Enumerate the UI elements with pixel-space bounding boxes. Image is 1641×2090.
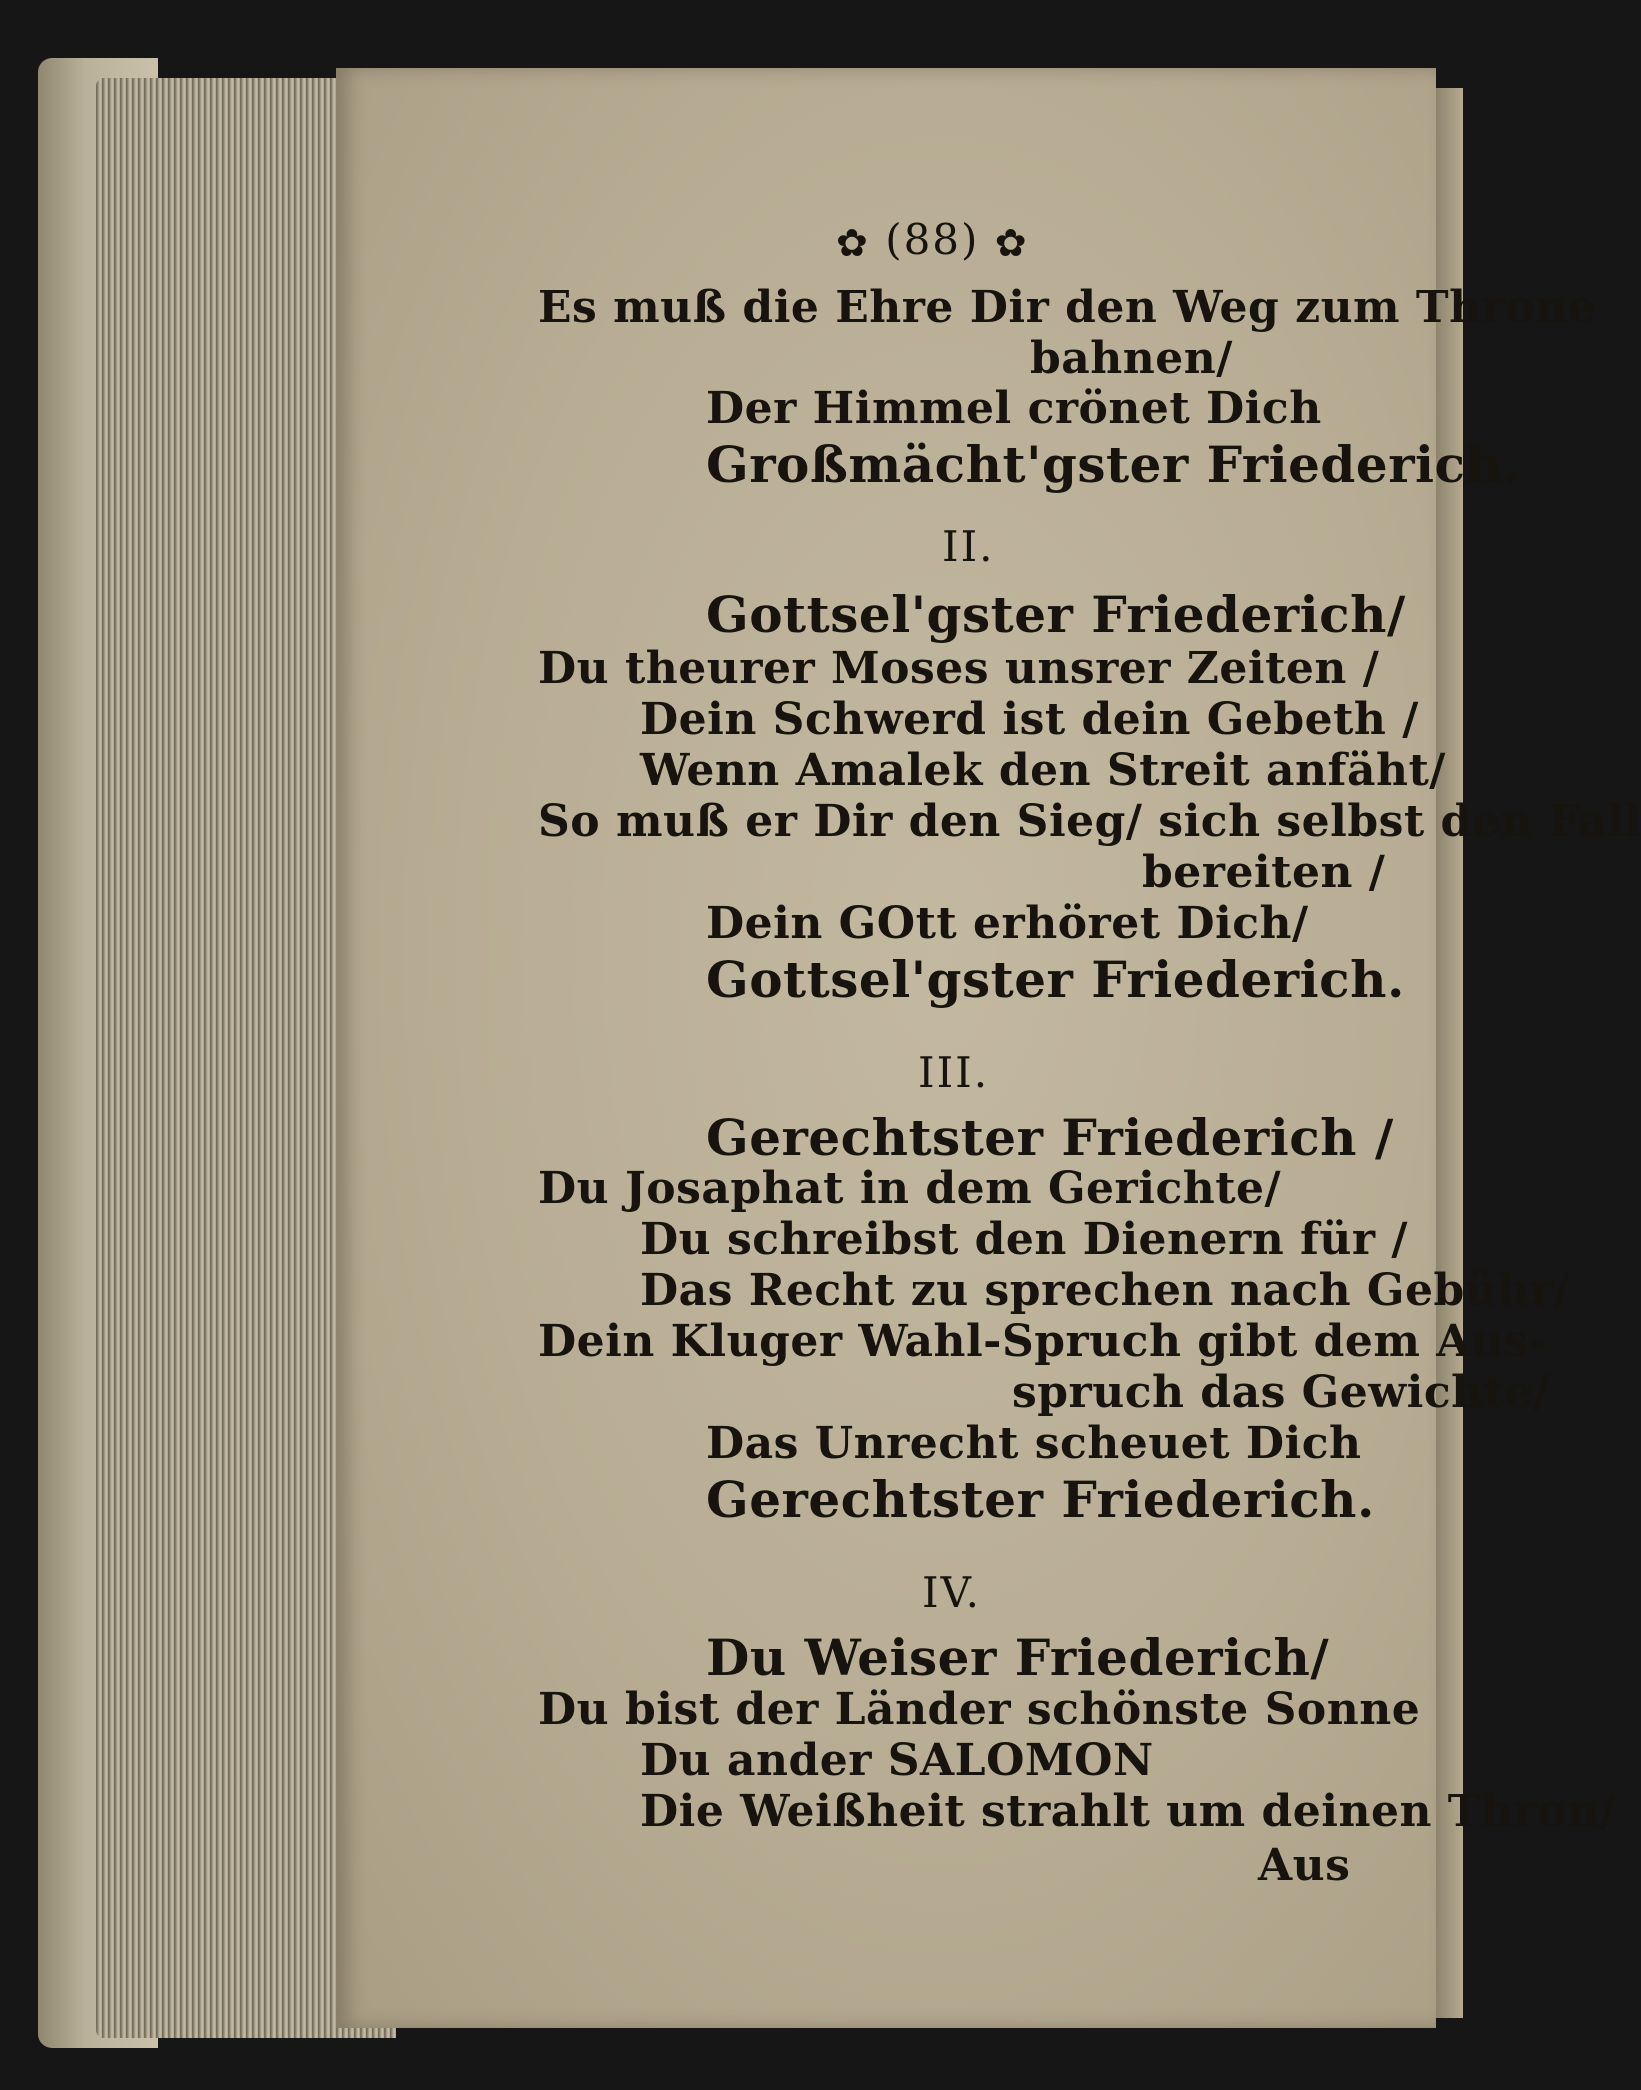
verse-line: So muß er Dir den Sieg/ sich selbst den Fall [538, 796, 1641, 847]
stanza-number: III. [918, 1048, 990, 1097]
facing-page-edge [1436, 88, 1463, 2018]
verse-line: Dein Kluger Wahl-Spruch gibt dem Aus- [538, 1316, 1548, 1367]
verse-line: Das Recht zu sprechen nach Gebühr/ [640, 1265, 1570, 1316]
stanza-heading: Gottsel'gster Friederich/ [706, 585, 1406, 644]
verse-line: Die Weißheit strahlt um deinen Thron/ [640, 1786, 1617, 1837]
stanza-heading: Du Weiser Friederich/ [706, 1628, 1330, 1687]
verse-line: Es muß die Ehre Dir den Weg zum Throne [538, 282, 1597, 333]
verse-line: Du schreibst den Dienern für / [640, 1214, 1408, 1265]
ornament-left-icon: ✿ [836, 221, 870, 265]
verse-line: Du Josaphat in dem Gerichte/ [538, 1163, 1282, 1214]
verse-refrain: Gottsel'gster Friederich. [706, 950, 1405, 1009]
verse-line: Wenn Amalek den Streit anfäht/ [640, 745, 1446, 796]
stanza-number: IV. [922, 1568, 981, 1617]
page-header [836, 215, 1029, 265]
stanza-number: II. [942, 522, 995, 571]
verse-line: Du ander SALOMON [640, 1735, 1154, 1786]
verse-refrain: Gerechtster Friederich. [706, 1470, 1375, 1529]
verse-line: Dein GOtt erhöret Dich/ [706, 898, 1309, 949]
verse-line: Du theurer Moses unsrer Zeiten / [538, 643, 1380, 694]
verse-line: bereiten / [1142, 847, 1386, 898]
verse-line: Du bist der Länder schönste Sonne [538, 1684, 1421, 1735]
page-number: (88) [885, 215, 980, 264]
ornament-right-icon: ✿ [994, 221, 1029, 265]
catchword: Aus [1258, 1840, 1351, 1891]
verse-line: Der Himmel crönet Dich [706, 383, 1322, 434]
verse-refrain: Großmächt'gster Friederich. [706, 435, 1521, 494]
verse-line: spruch das Gewichte/ [1012, 1367, 1550, 1418]
stanza-heading: Gerechtster Friederich / [706, 1108, 1394, 1167]
verse-line: Dein Schwerd ist dein Gebeth / [640, 694, 1419, 745]
verse-line: Das Unrecht scheuet Dich [706, 1418, 1362, 1469]
verse-line: bahnen/ [1030, 333, 1233, 384]
